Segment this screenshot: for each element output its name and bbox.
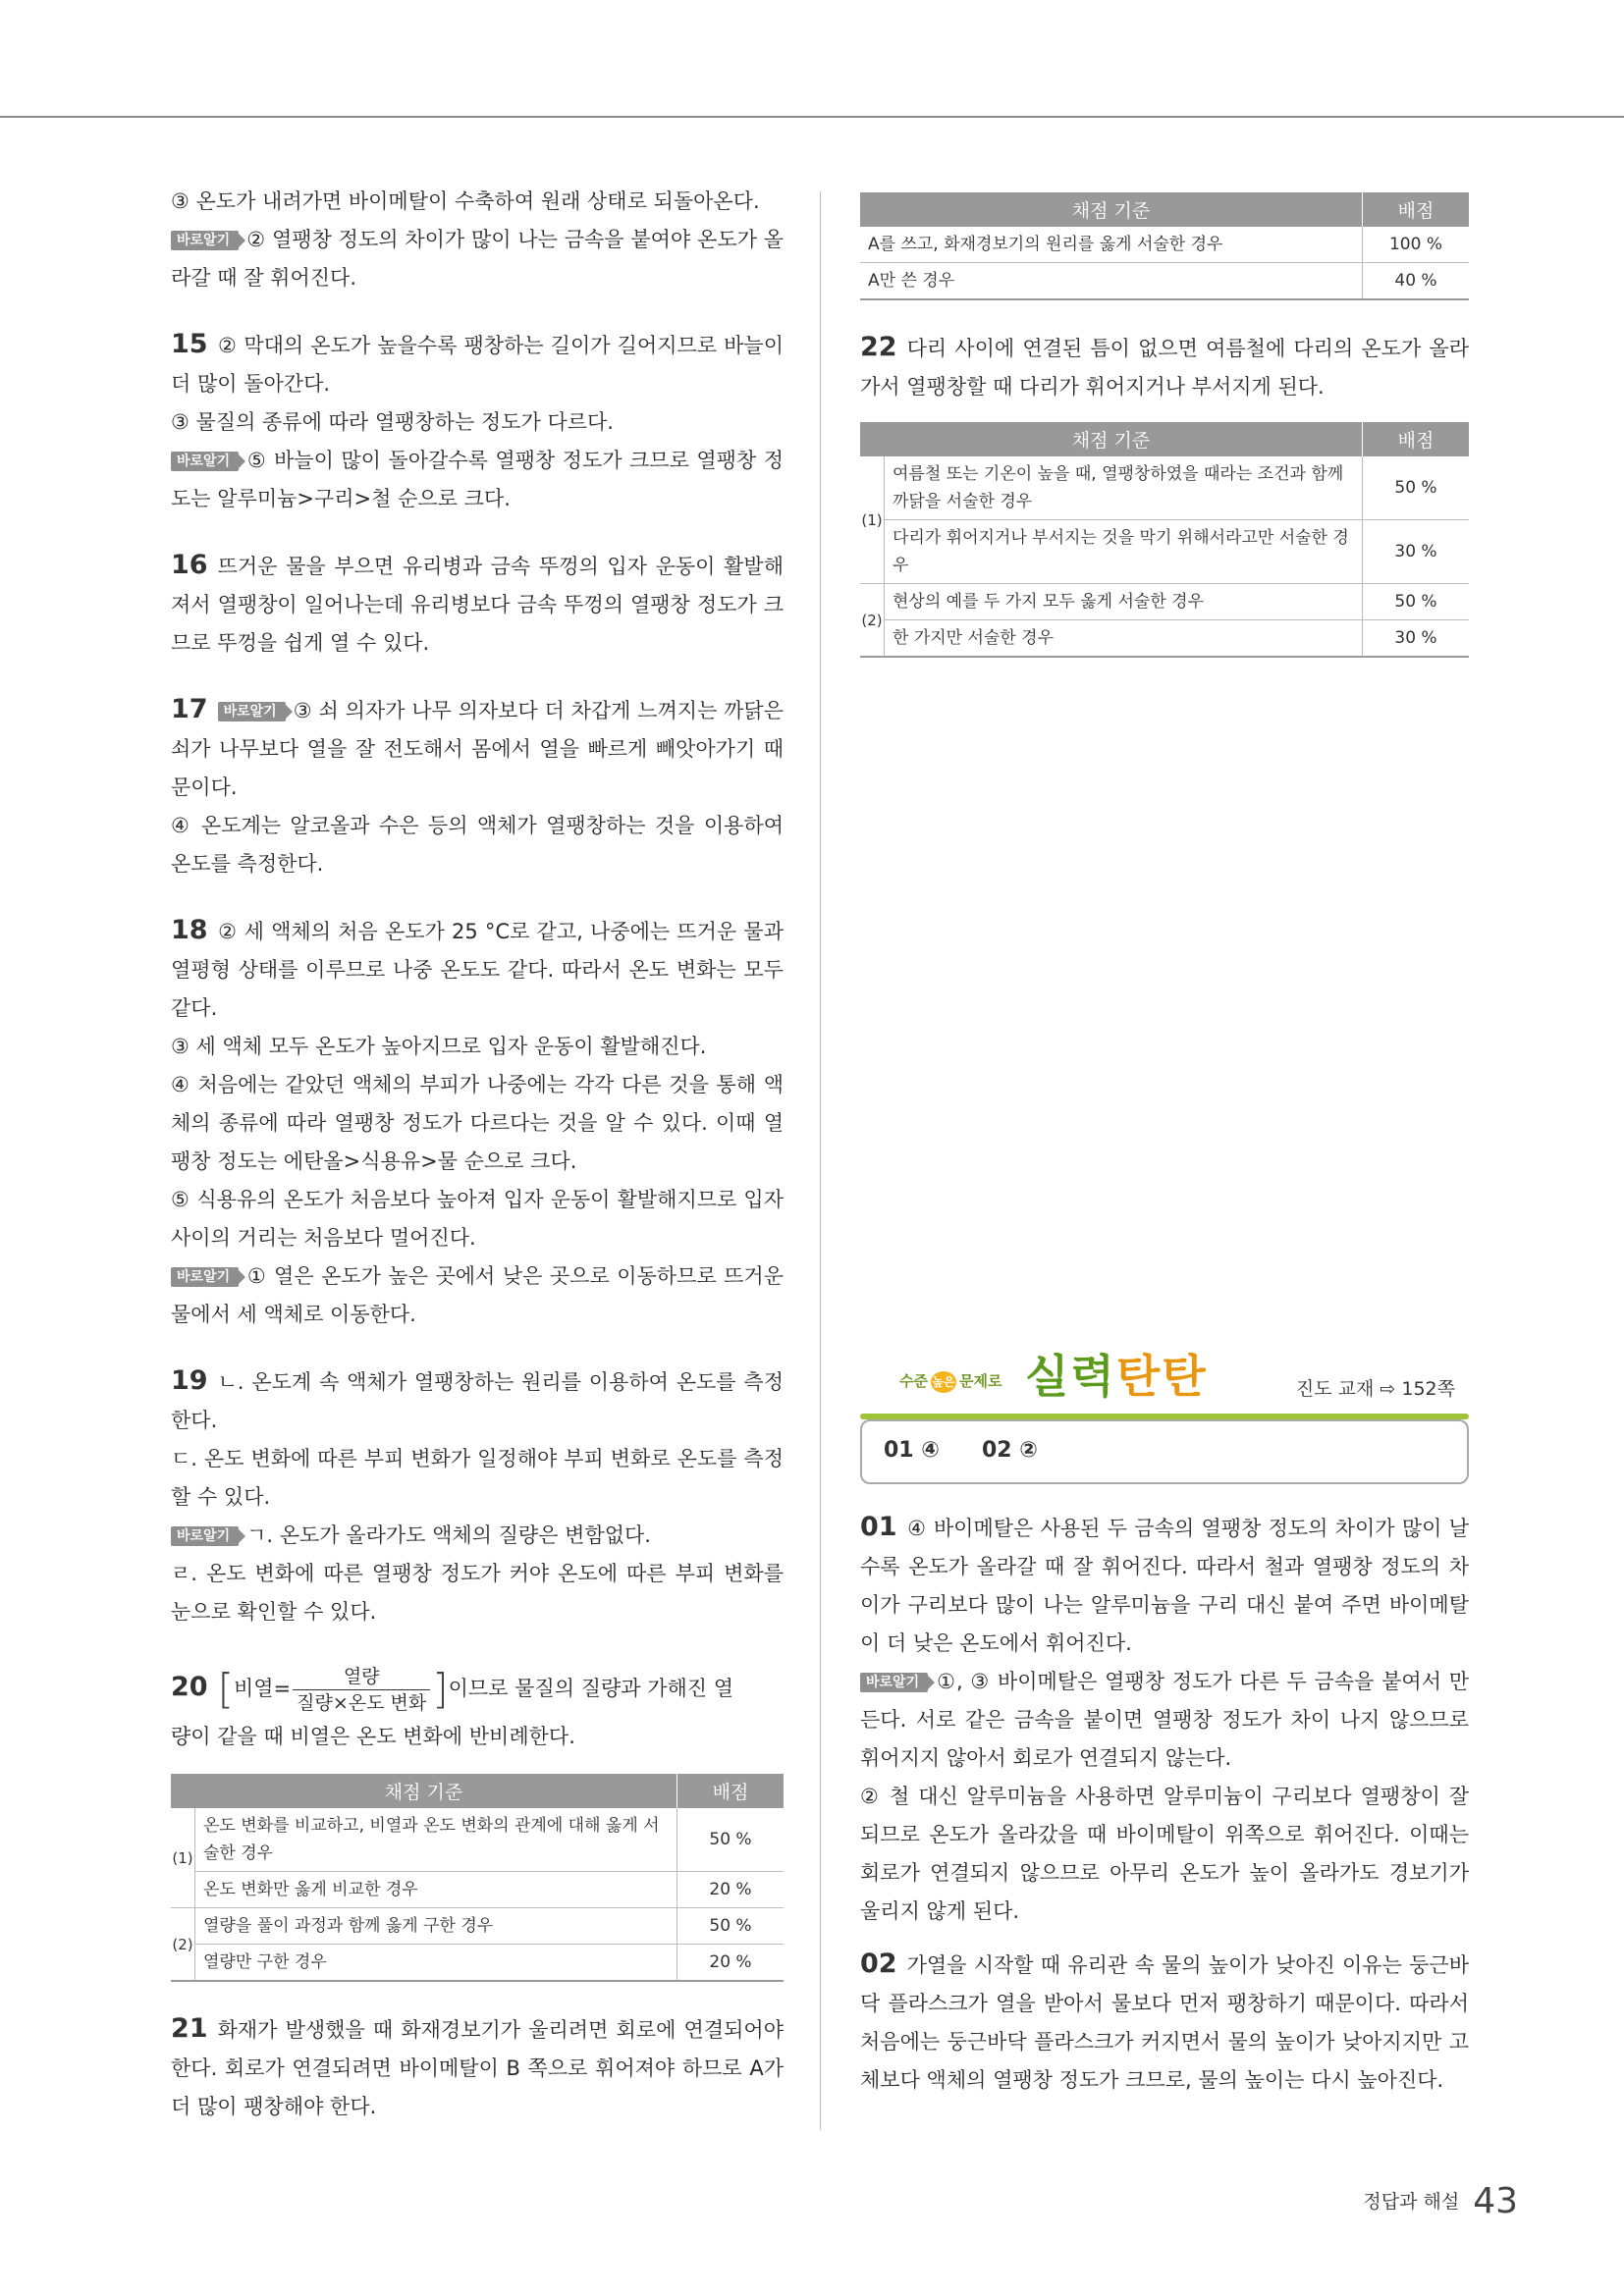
table-header-score: 배점 [1363, 192, 1470, 227]
q15-p2: ③ 물질의 종류에 따라 열팽창하는 정도가 다르다. [171, 410, 614, 434]
table-row: 온도 변화만 옳게 비교한 경우 20 % [171, 1872, 784, 1908]
q20-scoring-table [171, 1774, 784, 1982]
q21-scoring-table [860, 192, 1469, 300]
section-logo-title: 실력탄탄 [1025, 1350, 1208, 1403]
s01-p3: ② 철 대신 알루미늄을 사용하면 알루미늄이 구리보다 열팽창이 잘 되므로 온도가 올라갔을 때 바이메탈이 위쪽으로 휘어진다. 이때는 회로가 연결되지 않으므로 아무리 온도가 높이 올라가도 경보기가 울리지 않게 된다. [860, 1785, 1469, 1923]
question-number: 19 [171, 1365, 208, 1396]
q15-correction: 바로알기 ⑤ 바늘이 많이 돌아갈수록 열팽창 정도가 크므로 열팽창 정도는 알루미늄>구리>철 순으로 크다. [171, 449, 784, 510]
table-header-criteria: 채점 기준 [860, 422, 1363, 456]
formula-lhs: 비열= [233, 1677, 292, 1700]
q20-formula-line: 20 [비열= $\frac{\text{열량}}{\text{질량×온도 변화}}$ ]이므로 물질의 질량과 가해진 열 [171, 1665, 734, 1714]
textbook-reference: 진도 교재 ⇨ 152쪽 [1295, 1378, 1455, 1400]
q16-p1: 16 뜨거운 물을 부으면 유리병과 금속 뚜껑의 입자 운동이 활발해져서 열팽창이 일어나는데 유리병보다 금속 뚜껑의 열팽창 정도가 크므로 뚜껑을 쉽게 열 수 있다. [171, 550, 784, 655]
answer-01: 01 ④ [884, 1438, 940, 1463]
top-rule [0, 116, 1624, 118]
correction-badge: 바로알기 [860, 1673, 928, 1692]
question-number: 17 [171, 694, 208, 724]
q19-correction: 바로알기 ㄱ. 온도가 올라가도 액체의 질량은 변함없다. [171, 1517, 784, 1555]
q18-p4: ⑤ 식용유의 온도가 처음보다 높아져 입자 운동이 활발해지므로 입자 사이의 거리는 처음보다 멀어진다. [171, 1188, 784, 1250]
question-number: 20 [171, 1672, 208, 1702]
question-number: 22 [860, 332, 897, 362]
table-row: (2) 현상의 예를 두 가지 모두 옳게 서술한 경우 50 % [860, 584, 1469, 620]
table-row: (2) 열량을 풀이 과정과 함께 옳게 구한 경우 50 % [171, 1908, 784, 1945]
bracket-close: ] [432, 1665, 449, 1713]
correction-badge: 바로알기 [171, 1526, 239, 1546]
q14-correction: 바로알기 ② 열팽창 정도의 차이가 많이 나는 금속을 붙여야 온도가 올라갈 때 잘 휘어진다. [171, 228, 784, 290]
s01-correction: 바로알기 ①, ③ 바이메탈은 열팽창 정도가 다른 두 금속을 붙여서 만든다. 서로 같은 금속을 붙이면 열팽창 정도가 차이 나지 않으므로 휘어지지 않아서 회로가 연결되지 않는다. [860, 1670, 1469, 1770]
column-divider [820, 191, 821, 2130]
bracket-open: [ [217, 1665, 234, 1713]
question-number: 21 [171, 2013, 208, 2044]
answer-02: 02 ② [982, 1438, 1038, 1463]
section-logo-small: 수준 높은 문제로 [899, 1370, 1001, 1393]
q22-scoring-table [860, 422, 1469, 658]
q17-p1: 17 바로알기 ③ 쇠 의자가 나무 의자보다 더 차갑게 느껴지는 까닭은 쇠가 나무보다 열을 잘 전도해서 몸에서 열을 빠르게 빼앗아가기 때문이다. [171, 694, 784, 799]
table-row: A만 쓴 경우 40 % [860, 263, 1469, 300]
question-number: 18 [171, 915, 208, 945]
table-header-score: 배점 [677, 1774, 785, 1808]
q19-p1: 19 ㄴ. 온도계 속 액체가 열팽창하는 원리를 이용하여 온도를 측정한다. [171, 1365, 784, 1432]
q20-text-cont: 량이 같을 때 비열은 온도 변화에 반비례한다. [171, 1725, 575, 1748]
table-row: (1) 여름철 또는 기온이 높을 때, 열팽창하였을 때라는 조건과 함께 까닭을 서술한 경우 50 % [860, 456, 1469, 520]
q22-p1: 22 다리 사이에 연결된 틈이 없으면 여름철에 다리의 온도가 올라가서 열팽창할 때 다리가 휘어지거나 부서지게 된다. [860, 332, 1469, 399]
table-row: 다리가 휘어지거나 부서지는 것을 막기 위해서라고만 서술한 경우 30 % [860, 520, 1469, 584]
section-header [860, 1337, 1469, 1415]
q18-p2: ③ 세 액체 모두 온도가 높아지므로 입자 운동이 활발해진다. [171, 1035, 707, 1058]
practice-section [860, 1337, 1469, 2100]
table-header-score: 배점 [1363, 422, 1470, 456]
question-number: 01 [860, 1512, 897, 1542]
correction-badge: 바로알기 [171, 452, 239, 471]
page-footer [1363, 2181, 1518, 2221]
question-number: 02 [860, 1949, 897, 1979]
right-column [860, 192, 1469, 658]
q18-p3: ④ 처음에는 같았던 액체의 부피가 나중에는 각각 다른 것을 통해 액체의 종류에 따라 열팽창 정도가 다르다는 것을 알 수 있다. 이때 열팽창 정도는 에탄올>식용유>물 순으로 크다. [171, 1073, 784, 1173]
table-header-criteria: 채점 기준 [860, 192, 1363, 227]
correction-badge: 바로알기 [171, 231, 239, 250]
table-row: 한 가지만 서술한 경우 30 % [860, 620, 1469, 658]
page-number: 43 [1473, 2181, 1518, 2221]
q21-p1: 21 화재가 발생했을 때 화재경보기가 울리려면 회로에 연결되어야 한다. 회로가 연결되려면 바이메탈이 B 쪽으로 휘어져야 하므로 A가 더 많이 팽창해야 한다. [171, 2013, 784, 2118]
correction-badge: 바로알기 [218, 702, 286, 721]
q19-p2: ㄷ. 온도 변화에 따른 부피 변화가 일정해야 부피 변화로 온도를 측정할 수 있다. [171, 1447, 784, 1509]
q17-p2: ④ 온도계는 알코올과 수은 등의 액체가 열팽창하는 것을 이용하여 온도를 측정한다. [171, 814, 784, 876]
table-row: (1) 온도 변화를 비교하고, 비열과 온도 변화의 관계에 대해 옳게 서술한 경우 50 % [171, 1808, 784, 1872]
formula-fraction [293, 1664, 430, 1716]
question-number: 15 [171, 329, 208, 359]
q15-p1: 15 ② 막대의 온도가 높을수록 팽창하는 길이가 길어지므로 바늘이 더 많이 돌아간다. [171, 329, 784, 396]
formula-numerator: 열량 [293, 1664, 430, 1690]
s02-p1: 02 가열을 시작할 때 유리관 속 물의 높이가 낮아진 이유는 둥근바닥 플라스크가 열을 받아서 물보다 먼저 팽창하기 때문이다. 따라서 처음에는 둥근바닥 플라스크가 커지면서 물의 높이가 낮아지지만 고체보다 액체의 열팽창 정도가 크므로, 물의 높이는 다시 높아진다. [860, 1949, 1469, 2092]
left-column [171, 183, 784, 2126]
correction-badge: 바로알기 [171, 1267, 239, 1287]
s01-p1: 01 ④ 바이메탈은 사용된 두 금속의 열팽창 정도의 차이가 많이 날수록 온도가 올라갈 때 잘 휘어진다. 따라서 철과 열팽창 정도의 차이가 구리보다 많이 나는 알루미늄을 구리 대신 붙여 주면 바이메탈이 더 낮은 온도에서 휘어진다. [860, 1512, 1469, 1655]
question-number: 16 [171, 550, 208, 580]
table-row: A를 쓰고, 화재경보기의 원리를 옳게 서술한 경우 100 % [860, 227, 1469, 263]
q14-line-3: ③ 온도가 내려가면 바이메탈이 수축하여 원래 상태로 되돌아온다. [171, 189, 760, 213]
answer-summary-box [860, 1419, 1469, 1484]
formula-denominator: 질량×온도 변화 [297, 1691, 427, 1714]
table-row: 열량만 구한 경우 20 % [171, 1945, 784, 1982]
q18-correction: 바로알기 ① 열은 온도가 높은 곳에서 낮은 곳으로 이동하므로 뜨거운 물에서 세 액체로 이동한다. [171, 1264, 784, 1326]
table-header-criteria: 채점 기준 [171, 1774, 677, 1808]
q18-p1: 18 ② 세 액체의 처음 온도가 25 °C로 같고, 나중에는 뜨거운 물과 열평형 상태를 이루므로 나중 온도도 같다. 따라서 온도 변화는 모두 같다. [171, 915, 784, 1020]
q19-p4: ㄹ. 온도 변화에 따른 열팽창 정도가 커야 온도에 따른 부피 변화를 눈으로 확인할 수 있다. [171, 1562, 784, 1624]
footer-label: 정답과 해설 [1363, 2191, 1460, 2213]
